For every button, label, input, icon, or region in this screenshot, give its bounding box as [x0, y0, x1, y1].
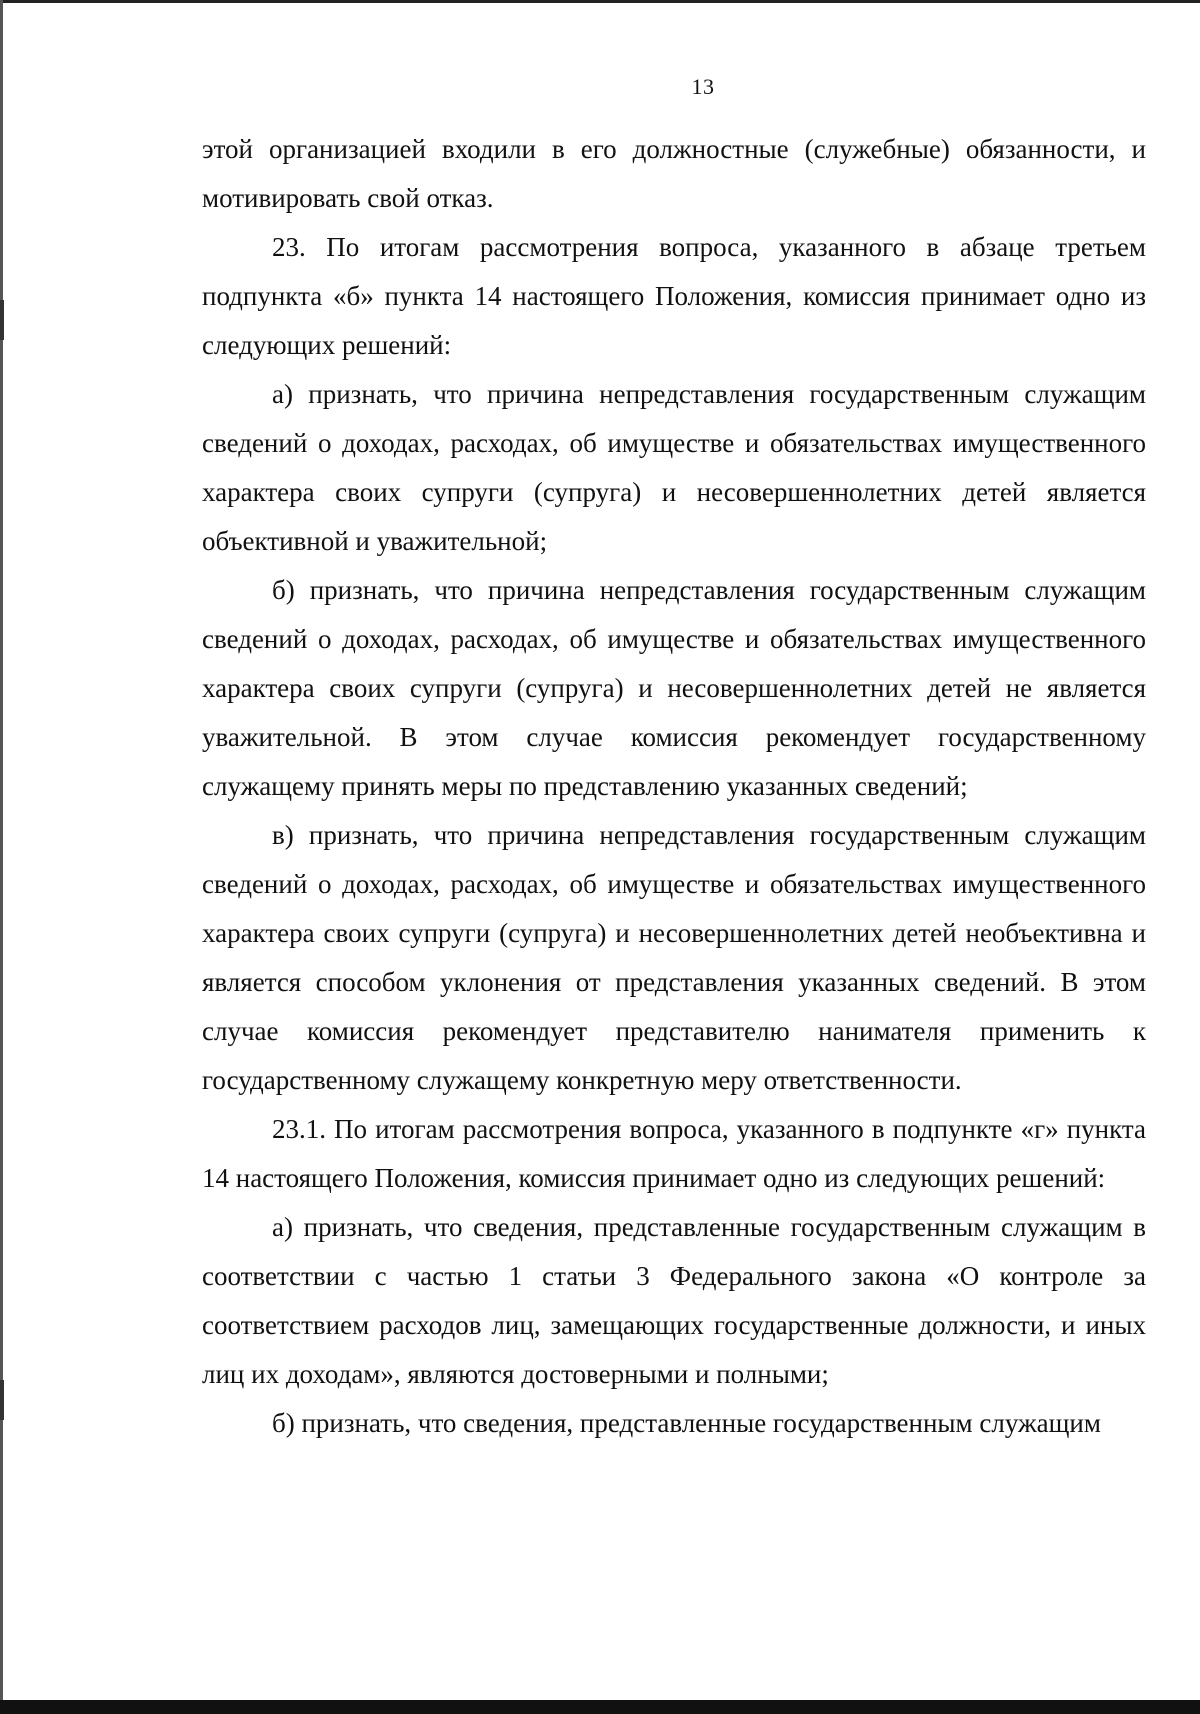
paragraph-clause-23-1-a: а) признать, что сведения, представленные государственным служащим в соответствии с частью 1 статьи 3 Федерального закона «О контроле за соответствием расходов лиц, замещающих государственные должности, и иных лиц их доходам», являются достоверными и полными;: [202, 1212, 1146, 1389]
paragraph-clause-23-v: в) признать, что причина непредставления государственным служащим сведений о доходах, расходах, об имуществе и обязательствах имущественного характера своих супруги (супруга) и несовершеннолетних детей необъективна и является способом уклонения от представления указанных сведений. В этом случае комиссия рекомендует представителю нанимателя применить к государственному служащему конкретную меру ответственности.: [202, 820, 1146, 1095]
page-number: 13: [691, 74, 715, 99]
paragraph-continuation: этой организацией входили в его должностные (служебные) обязанности, и мотивировать свой отказ.: [202, 134, 1146, 213]
paragraph-clause-23-b: б) признать, что причина непредставления государственным служащим сведений о доходах, расходах, об имуществе и обязательствах имущественного характера своих супруги (супруга) и несовершеннолетних детей не является уважительной. В этом случае комиссия рекомендует государственному служащему принять меры по представлению указанных сведений;: [202, 575, 1146, 801]
scan-edge-mark: [0, 1380, 4, 1420]
paragraph-clause-23-a: а) признать, что причина непредставления государственным служащим сведений о доходах, расходах, об имуществе и обязательствах имущественного характера своих супруги (супруга) и несовершеннолетних детей является объективной и уважительной;: [202, 379, 1146, 556]
scan-edge-left: [0, 0, 3, 1714]
scan-edge-top: [0, 0, 1200, 3]
scan-edge-mark: [0, 300, 4, 340]
paragraph-clause-23: 23. По итогам рассмотрения вопроса, указанного в абзаце третьем подпункта «б» пункта 14 настоящего Положения, комиссия принимает одно из следующих решений:: [202, 232, 1146, 360]
paragraph-clause-23-1-b: б) признать, что сведения, представленные государственным служащим: [272, 1408, 1101, 1438]
document-body: [202, 125, 1146, 1448]
paragraph-clause-23-1: 23.1. По итогам рассмотрения вопроса, указанного в подпункте «г» пункта 14 настоящего Положения, комиссия принимает одно из следующих решений:: [202, 1114, 1146, 1193]
scan-edge-bottom: [0, 1700, 1200, 1714]
